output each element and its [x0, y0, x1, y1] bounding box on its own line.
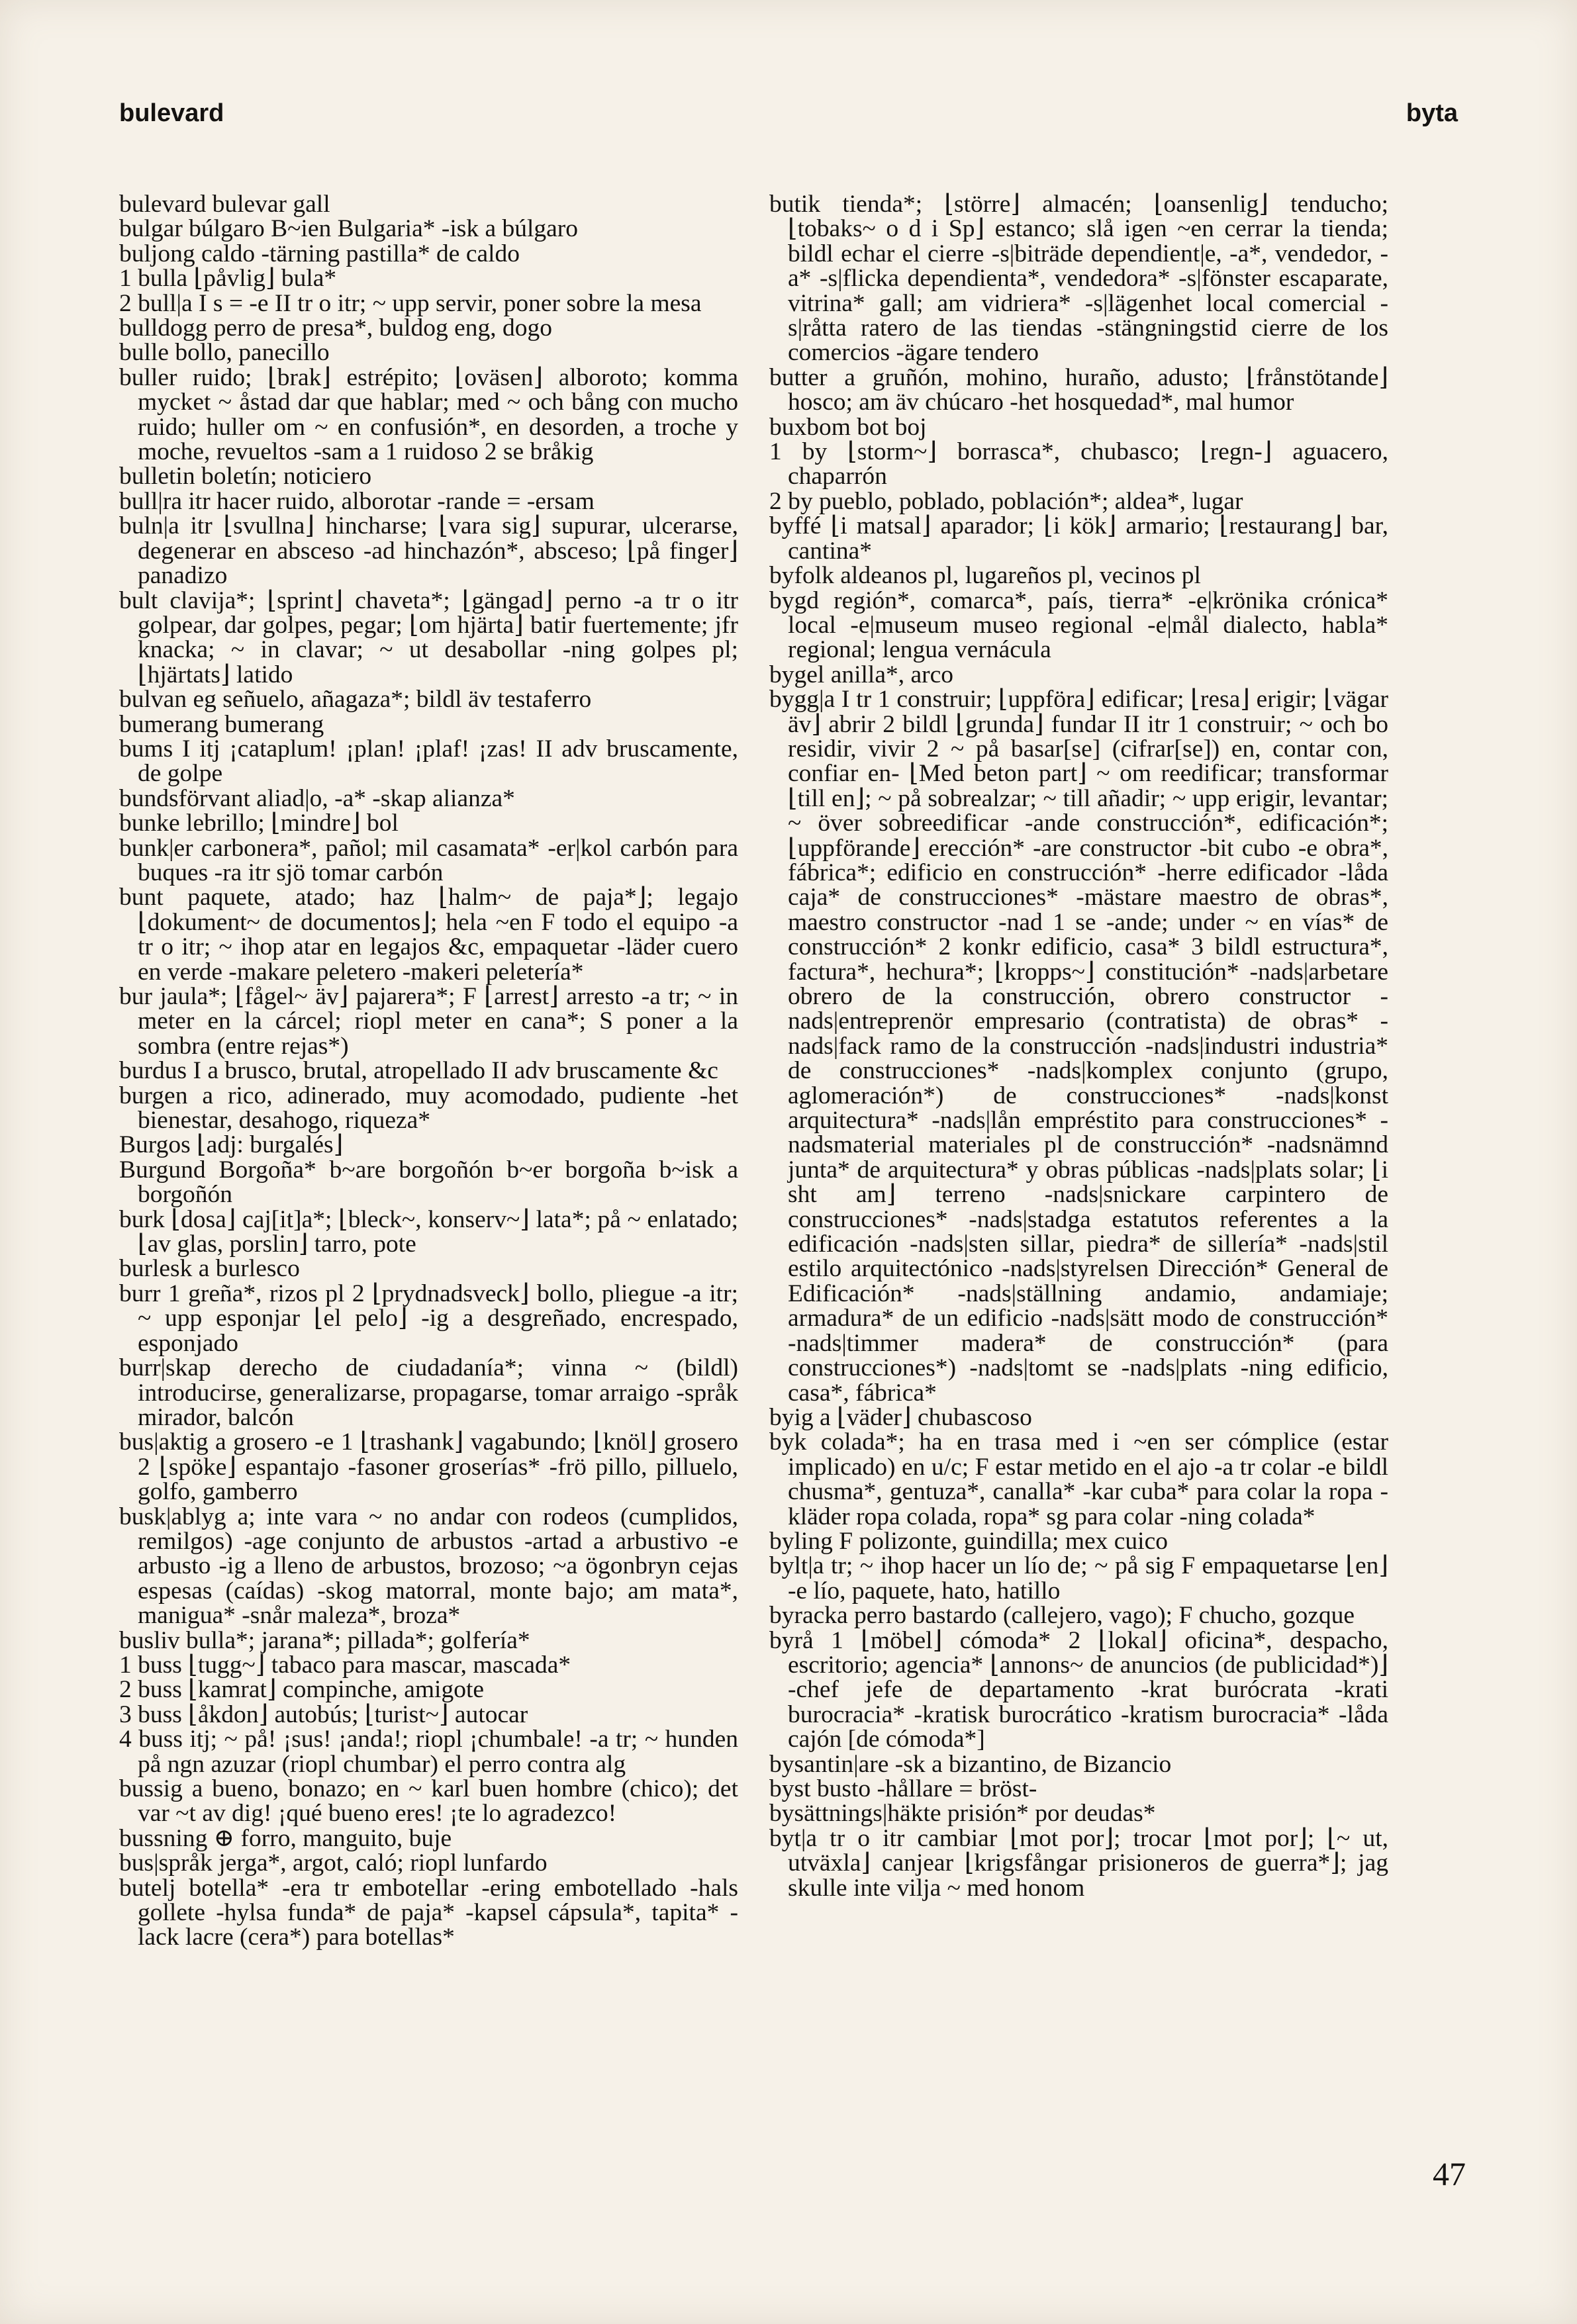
dictionary-entry: byffé ⌊i matsal⌋ aparador; ⌊i kök⌋ armario; ⌊restaurang⌋ bar, cantina*: [769, 512, 1388, 565]
dictionary-entry: buln|a itr ⌊svullna⌋ hincharse; ⌊vara sig⌋ supurar, ulcerarse, degenerar en absceso -ad hinchazón*, absceso; ⌊på finger⌋ panadizo: [119, 512, 738, 590]
dictionary-entry: busk|ablyg a; inte vara ~ no andar con rodeos (cumplidos, remilgos) -age conjunto de arbustos -artad a arbustivo -e arbusto -ig a lleno de arbustos, brozoso; ~a ögonbryn cejas espesas (caídas) -skog matorral, monte bajo; am mata*, manigua* -snår maleza*, broza*: [119, 1503, 738, 1630]
dictionary-entry: bur jaula*; ⌊fågel~ äv⌋ pajarera*; F ⌊arrest⌋ arresto -a tr; ~ in meter en la cárcel; riopl meter en cana*; S poner a la sombra (entre rejas*): [119, 983, 738, 1060]
dictionary-entry: bulvan eg señuelo, añagaza*; bildl äv testaferro: [119, 686, 592, 714]
dictionary-entry: byst busto -hållare = bröst-: [769, 1775, 1037, 1802]
dictionary-entry: busliv bulla*; jarana*; pillada*; golfería*: [119, 1626, 530, 1654]
dictionary-entry: butelj botella* -era tr embotellar -ering embotellado -hals gollete -hylsa funda* de paja* -kapsel cápsula*, tapita* -lack lacre (cera*) para botellas*: [119, 1874, 738, 1951]
dictionary-entry: burdus I a brusco, brutal, atropellado II adv bruscamente &c: [119, 1057, 718, 1085]
right-guide-word: byta: [1406, 99, 1458, 127]
dictionary-entry: 2 bull|a I s = -e II tr o itr; ~ upp servir, poner sobre la mesa: [119, 289, 702, 317]
dictionary-entry: burgen a rico, adinerado, muy acomodado, pudiente -het bienestar, desahogo, riqueza*: [119, 1082, 738, 1135]
dictionary-entry: byt|a tr o itr cambiar ⌊mot por⌋; trocar ⌊mot por⌋; ⌊~ ut, utväxla⌋ canjear ⌊krigsfångar prisioneros de guerra*⌋; jag skulle inte vilja ~ med honom: [769, 1824, 1388, 1902]
dictionary-entry: 2 buss ⌊kamrat⌋ compinche, amigote: [119, 1676, 485, 1704]
dictionary-entry: bussning ⊕ forro, manguito, buje: [119, 1824, 452, 1852]
dictionary-entry: bygd región*, comarca*, país, tierra* -e|krönika crónica* local -e|museum museo regional -e|mål dialecto, habla* regional; lengua vernácula: [769, 586, 1388, 664]
dictionary-entry: burlesk a burlesco: [119, 1255, 300, 1283]
dictionary-entry: byig a ⌊väder⌋ chubascoso: [769, 1403, 1032, 1431]
dictionary-entry: buljong caldo -tärning pastilla* de caldo: [119, 240, 520, 267]
dictionary-entry: bulle bollo, panecillo: [119, 339, 330, 367]
dictionary-entry: bygel anilla*, arco: [769, 661, 954, 688]
dictionary-entry: buxbom bot boj: [769, 413, 927, 441]
dictionary-entry: butter a gruñón, mohino, huraño, adusto; ⌊frånstötande⌋ hosco; am äv chúcaro -het hosquedad*, mal humor: [769, 363, 1388, 416]
dictionary-entry: 1 buss ⌊tugg~⌋ tabaco para mascar, mascada*: [119, 1651, 571, 1679]
dictionary-entry: Burgund Borgoña* b~are borgoñón b~er borgoña b~isk a borgoñón: [119, 1156, 738, 1209]
dictionary-entry: bulevard bulevar gall: [119, 191, 330, 218]
dictionary-entry: bulletin boletín; noticiero: [119, 463, 372, 490]
dictionary-entry: burr 1 greña*, rizos pl 2 ⌊prydnadsveck⌋ bollo, pliegue -a itr; ~ upp esponjar ⌊el pelo⌋ -ig a desgreñado, encrespado, esponjado: [119, 1279, 738, 1357]
dictionary-entry: byfolk aldeanos pl, lugareños pl, vecinos pl: [769, 562, 1201, 590]
running-header: [119, 99, 1458, 146]
dictionary-entry: bygg|a I tr 1 construir; ⌊uppföra⌋ edificar; ⌊resa⌋ erigir; ⌊vägar äv⌋ abrir 2 bildl ⌊grunda⌋ fundar II itr 1 construir; ~ och bo residir, vivir 2 ~ på basar[se] (cifrar[se]) en, contar con, confiar en- ⌊Med beton part⌋ ~ om reedificar; transformar ⌊till en⌋; ~ på sobrealzar; ~ till añadir; ~ upp erigir, levantar; ~ över sobreedificar -ande construcción*, edificación*; ⌊uppförande⌋ erección* -are constructor -bit cubo -e obra*, fábrica*; edificio en construcción* -herre edificador -låda caja* de construcciones* -mästare maestro de obras*, maestro constructor -nad 1 se -ande; under ~ en vías* de construcción* 2 konkr edificio, casa* 3 bildl estructura*, factura*, hechura*; ⌊kropps~⌋ constitución* -nads|arbetare obrero de la construcción, obrero constructor -nads|entreprenör empresario (contratista) de obras* -nads|fack ramo de la construcción -nads|industri industria* de construcciones* -nads|komplex conjunto (grupo, aglomeración*) de construcciones* -nads|konst arquitectura* -nads|lån empréstito para construcciones* -nadsmaterial materiales pl de construcción* -nadsnämnd junta* de arquitectura* y obras públicas -nads|plats solar; ⌊i sht am⌋ terreno -nads|snickare carpintero de construcciones* -nads|stadga estatutos referentes a la edificación -nads|sten sillar, piedra* de sillería* -nads|stil estilo arquitectónico -nads|styrelsen Dirección* General de Edificación* -nads|ställning andamio, andamiaje; armadura* de un edificio -nads|sätt modo de construcción* -nads|timmer madera* de construcción* (para construcciones*) -nads|tomt se -nads|plats -ning edificio, casa*, fábrica*: [769, 686, 1388, 1407]
dictionary-entry: bysantin|are -sk a bizantino, de Bizancio: [769, 1750, 1172, 1778]
dictionary-entry: byling F polizonte, guindilla; mex cuico: [769, 1527, 1168, 1555]
dictionary-entry: bus|språk jerga*, argot, caló; riopl lunfardo: [119, 1849, 548, 1877]
dictionary-entry: burr|skap derecho de ciudadanía*; vinna ~ (bildl) introducirse, generalizarse, propagarse, tomar arraigo -språk mirador, balcón: [119, 1354, 738, 1431]
dictionary-entry: bysättnings|häkte prisión* por deudas*: [769, 1800, 1156, 1828]
page-number: 47: [1433, 2155, 1466, 2192]
dictionary-entry: byk colada*; ha en trasa med i ~en ser cómplice (estar implicado) en u/c; F estar metido en el ajo -a tr colar -e bildl chusma*, gentuza*, canalla* -kar cuba* para colar la ropa -kläder ropa colada, ropa* sg para colar -ning colada*: [769, 1428, 1388, 1530]
dictionary-entry: 3 buss ⌊åkdon⌋ autobús; ⌊turist~⌋ autocar: [119, 1700, 528, 1728]
dictionary-entry: 4 buss itj; ~ på! ¡sus! ¡anda!; riopl ¡chumbale! -a tr; ~ hunden på ngn azuzar (riopl chumbar) el perro contra alg: [119, 1726, 738, 1778]
dictionary-entry: bulldogg perro de presa*, buldog eng, dogo: [119, 314, 553, 342]
dictionary-entry: byrå 1 ⌊möbel⌋ cómoda* 2 ⌊lokal⌋ oficina*, despacho, escritorio; agencia* ⌊annons~ de anuncios (de publicidad*)⌋ -chef jefe de departamento -krat burócrata -krati burocracia* -kratisk burocrático -kratism burocracia* -låda cajón [de cómoda*]: [769, 1626, 1388, 1753]
dictionary-entry: bull|ra itr hacer ruido, alborotar -rande = -ersam: [119, 487, 595, 515]
dictionary-entry: bumerang bumerang: [119, 710, 324, 738]
dictionary-entry: 1 by ⌊storm~⌋ borrasca*, chubasco; ⌊regn-⌋ aguacero, chaparrón: [769, 438, 1388, 490]
dictionary-entry: bunk|er carbonera*, pañol; mil casamata* -er|kol carbón para buques -ra itr sjö tomar carbón: [119, 834, 738, 886]
left-guide-word: bulevard: [119, 99, 224, 127]
dictionary-entry: bunke lebrillo; ⌊mindre⌋ bol: [119, 810, 399, 837]
left-column: [119, 192, 738, 1950]
dictionary-entry: burk ⌊dosa⌋ caj[it]a*; ⌊bleck~, konserv~⌋ lata*; på ~ enlatado; ⌊av glas, porslin⌋ tarro, pote: [119, 1205, 738, 1258]
dictionary-entry: bylt|a tr; ~ ihop hacer un lío de; ~ på sig F empaquetarse ⌊en⌋ -e lío, paquete, hato, hatillo: [769, 1552, 1388, 1604]
dictionary-entry: butik tienda*; ⌊större⌋ almacén; ⌊oansenlig⌋ tenducho; ⌊tobaks~ o d i Sp⌋ estanco; slå igen ~en cerrar la tienda; bildl echar el cierre -s|biträde dependient|e, -a*, vendedor, -a* -s|flicka dependienta*, vendedora* -s|fönster escaparate, vitrina* gall; am vidriera* -s|lägenhet local comercial -s|råtta ratero de las tiendas -stängningstid cierre de los comercios -ägare tendero: [769, 191, 1388, 367]
dictionary-entry: byracka perro bastardo (callejero, vago); F chucho, gozque: [769, 1602, 1355, 1630]
dictionary-entry: bussig a bueno, bonazo; en ~ karl buen hombre (chico); det var ~t av dig! ¡qué bueno eres! ¡te lo agradezco!: [119, 1775, 738, 1828]
dictionary-entry: bundsförvant aliad|o, -a* -skap alianza*: [119, 784, 515, 812]
dictionary-entry: bums I itj ¡cataplum! ¡plan! ¡plaf! ¡zas! II adv bruscamente, de golpe: [119, 735, 738, 788]
right-column: [769, 192, 1388, 1900]
dictionary-entry: buller ruido; ⌊brak⌋ estrépito; ⌊oväsen⌋ alboroto; komma mycket ~ åstad dar que hablar; med ~ och bång con mucho ruido; huller om ~ en confusión*, en desorden, a troche y moche, revueltos -sam a 1 ruidoso 2 se bråkig: [119, 363, 738, 466]
dictionary-entry: bulgar búlgaro B~ien Bulgaria* -isk a búlgaro: [119, 215, 579, 243]
dictionary-entry: 1 bulla ⌊påvlig⌋ bula*: [119, 265, 337, 293]
dictionary-entry: bus|aktig a grosero -e 1 ⌊trashank⌋ vagabundo; ⌊knöl⌋ grosero 2 ⌊spöke⌋ espantajo -fasoner groserías* -frö pillo, pilluelo, golfo, gamberro: [119, 1428, 738, 1506]
dictionary-entry: bunt paquete, atado; haz ⌊halm~ de paja*⌋; legajo ⌊dokument~ de documentos⌋; hela ~en F todo el equipo -a tr o itr; ~ ihop atar en legajos &c, empaquetar -läder cuero en verde -makare peletero -makeri peletería*: [119, 884, 738, 986]
dictionary-entry: 2 by pueblo, poblado, población*; aldea*, lugar: [769, 487, 1243, 515]
dictionary-entry: Burgos ⌊adj: burgalés⌋: [119, 1131, 344, 1159]
dictionary-entry: bult clavija*; ⌊sprint⌋ chaveta*; ⌊gängad⌋ perno -a tr o itr golpear, dar golpes, pegar; ⌊om hjärta⌋ batir fuertemente; jfr knacka; ~ in clavar; ~ ut desabollar -ning golpes pl; ⌊hjärtats⌋ latido: [119, 586, 738, 688]
